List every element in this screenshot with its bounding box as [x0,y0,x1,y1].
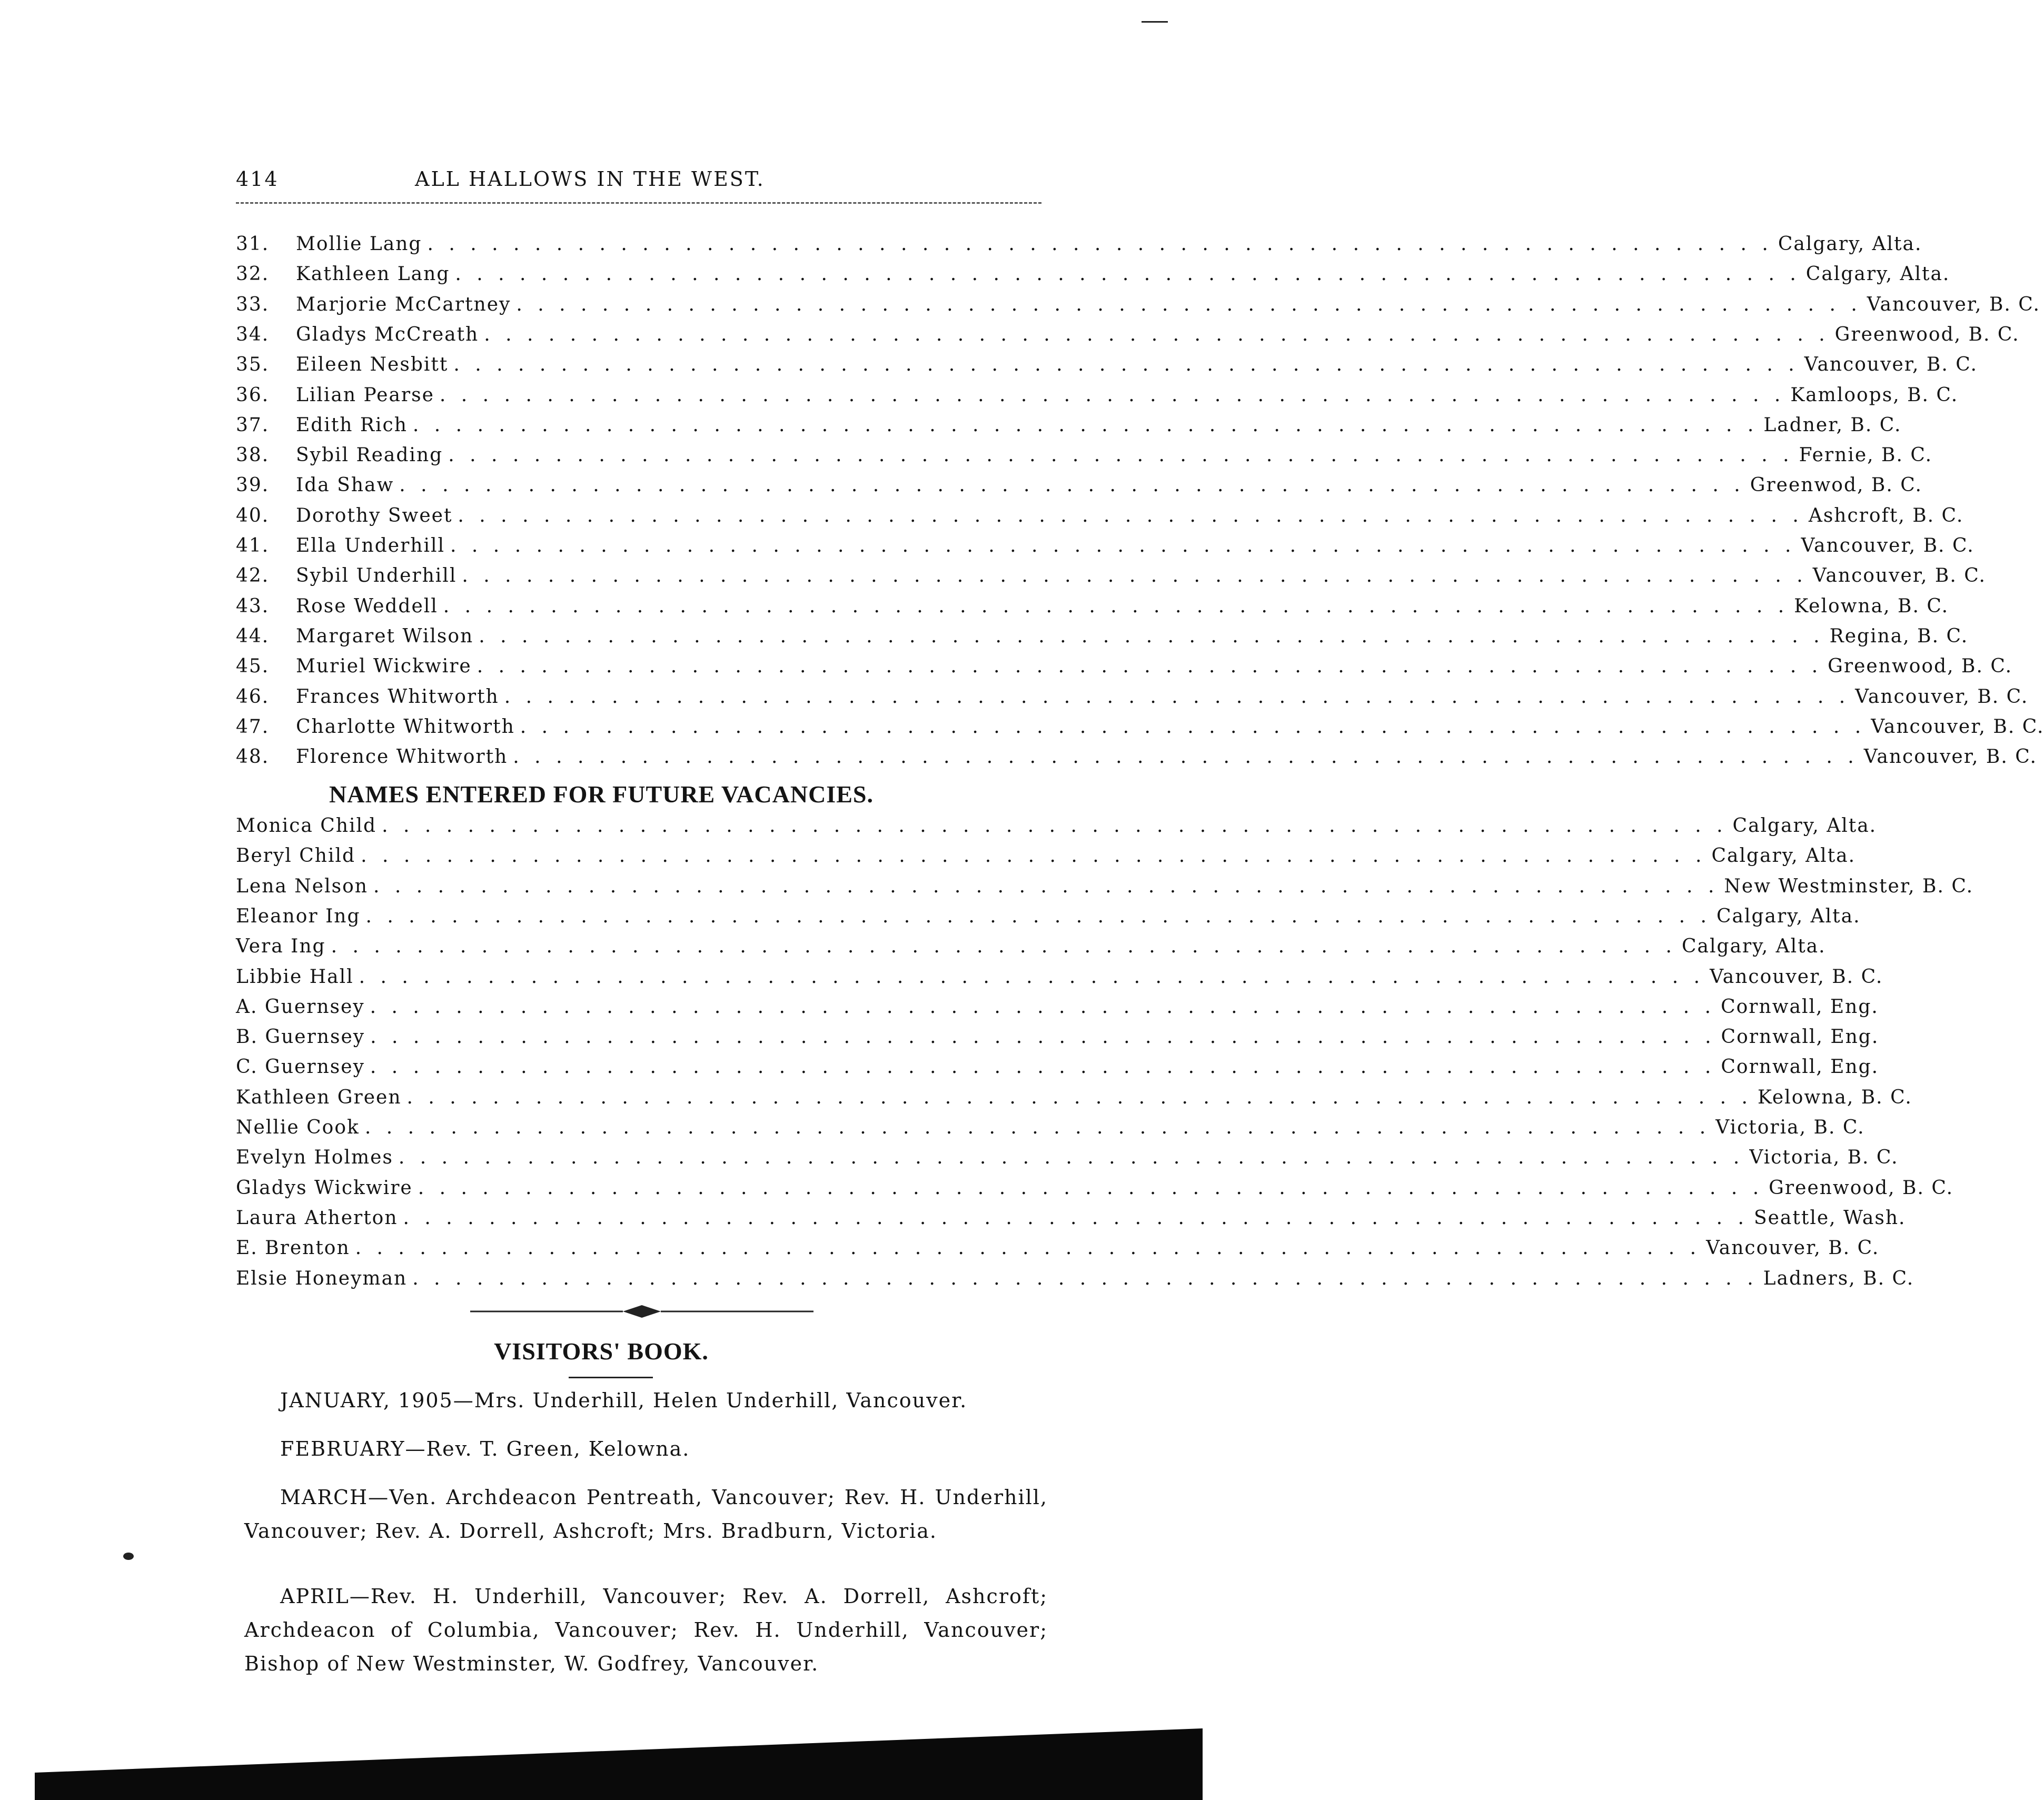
dot-leader: . . . . . . . . . . . . . . . . . . . . . . . . . . . . . . . . . . . . . . . . . . . . . . . . . . . . . . . . . . . . . . . [361,845,1706,867]
entry-name: Marjorie McCartney [296,293,511,315]
entry-place: Vancouver, B. C. [1706,1237,1880,1259]
entry-name: Vera Ing [236,936,326,958]
dot-leader: . . . . . . . . . . . . . . . . . . . . . . . . . . . . . . . . . . . . . . . . . . . . . . . . . . . . . . . . . . . . . . . [427,233,1773,255]
entry-number: 45. [236,655,270,678]
list-entry [236,1265,1914,1292]
entry-number: 43. [236,595,270,617]
dot-leader: . . . . . . . . . . . . . . . . . . . . . . . . . . . . . . . . . . . . . . . . . . . . . . . . . . . . . . . . . . . . . . . [455,263,1801,285]
entry-place: Greenwood, B. C. [1834,323,2020,345]
dot-leader: . . . . . . . . . . . . . . . . . . . . . . . . . . . . . . . . . . . . . . . . . . . . . . . . . . . . . . . . . . . . . . . [439,384,1785,406]
entry-name: Frances Whitworth [296,685,499,708]
entry-name: B. Guernsey [236,1026,365,1048]
dot-leader: . . . . . . . . . . . . . . . . . . . . . . . . . . . . . . . . . . . . . . . . . . . . . . . . . . . . . . . . . . . . . . . [450,535,1796,556]
entry-place: Calgary, Alta. [1716,905,1861,927]
list-entry [236,842,1856,870]
entry-place: Ladners, B. C. [1763,1267,1914,1289]
scan-mark [123,1553,134,1560]
entry-place: Vancouver, B. C. [1710,966,1883,988]
entry-name: C. Guernsey [236,1056,365,1078]
section-ornament [470,1304,813,1319]
entry-name: Laura Atherton [236,1207,398,1229]
entry-place: Victoria, B. C. [1715,1117,1865,1138]
entry-place: Calgary, Alta. [1778,233,1922,255]
entry-place: Cornwall, Eng. [1721,1056,1879,1078]
list-entry [236,593,1949,620]
entry-place: Calgary, Alta. [1682,936,1826,958]
list-entry [236,231,1922,258]
dot-leader: . . . . . . . . . . . . . . . . . . . . . . . . . . . . . . . . . . . . . . . . . . . . . . . . . . . . . . . . . . . . . . . [364,1117,1711,1138]
visitor-paragraph: FEBRUARY—Rev. T. Green, Kelowna. [280,1437,690,1460]
list-entry [236,412,1902,439]
list-entry [236,623,1969,650]
entry-place: Kamloops, B. C. [1790,384,1959,406]
entry-place: Vancouver, B. C. [1804,354,1978,376]
entry-number: 41. [236,535,270,556]
entry-number: 37. [236,414,270,436]
dot-leader: . . . . . . . . . . . . . . . . . . . . . . . . . . . . . . . . . . . . . . . . . . . . . . . . . . . . . . . . . . . . . . . [477,655,1823,678]
entry-number: 46. [236,685,270,708]
entry-place: Vancouver, B. C. [1801,535,1974,556]
entry-number: 42. [236,565,270,587]
entry-name: Lilian Pearse [296,384,434,406]
dot-leader: . . . . . . . . . . . . . . . . . . . . . . . . . . . . . . . . . . . . . . . . . . . . . . . . . . . . . . . . . . . . . . . [359,966,1705,988]
dot-leader: . . . . . . . . . . . . . . . . . . . . . . . . . . . . . . . . . . . . . . . . . . . . . . . . . . . . . . . . . . . . . . . [399,474,1745,496]
entry-place: Vancouver, B. C. [1812,565,1986,587]
dot-leader: . . . . . . . . . . . . . . . . . . . . . . . . . . . . . . . . . . . . . . . . . . . . . . . . . . . . . . . . . . . . . . . [373,875,1719,897]
entry-name: Elsie Honeyman [236,1267,408,1289]
dot-leader: . . . . . . . . . . . . . . . . . . . . . . . . . . . . . . . . . . . . . . . . . . . . . . . . . . . . . . . . . . . . . . . [484,323,1830,345]
entry-place: Kelowna, B. C. [1794,595,1949,617]
entry-name: Nellie Cook [236,1117,360,1138]
entry-name: Eleanor Ing [236,905,361,927]
dot-leader: . . . . . . . . . . . . . . . . . . . . . . . . . . . . . . . . . . . . . . . . . . . . . . . . . . . . . . . . . . . . . . . [520,715,1866,738]
entry-name: Florence Whitworth [296,746,508,768]
future-vacancies-title: NAMES ENTERED FOR FUTURE VACANCIES. [329,781,874,808]
list-entry [236,502,1964,530]
list-entry [236,1084,1912,1111]
dot-leader: . . . . . . . . . . . . . . . . . . . . . . . . . . . . . . . . . . . . . . . . . . . . . . . . . . . . . . . . . . . . . . . [406,1086,1752,1108]
header-rule [236,202,1041,204]
entry-number: 39. [236,474,270,496]
entry-name: Margaret Wilson [296,625,474,647]
entry-place: Cornwall, Eng. [1721,996,1879,1018]
entry-place: Victoria, B. C. [1749,1147,1899,1169]
visitors-book-title: VISITORS' BOOK. [494,1338,709,1365]
entry-number: 44. [236,625,270,647]
dot-leader: . . . . . . . . . . . . . . . . . . . . . . . . . . . . . . . . . . . . . . . . . . . . . . . . . . . . . . . . . . . . . . . [462,565,1808,587]
entry-place: Fernie, B. C. [1799,444,1933,466]
list-entry [236,873,1974,900]
list-entry [236,903,1861,930]
running-title: ALL HALLOWS IN THE WEST. [415,167,765,191]
entry-place: Regina, B. C. [1829,625,1969,647]
dot-leader: . . . . . . . . . . . . . . . . . . . . . . . . . . . . . . . . . . . . . . . . . . . . . . . . . . . . . . . . . . . . . . . [331,936,1676,958]
visitor-paragraph: MARCH—Ven. Archdeacon Pentreath, Vancouver; Rev. H. Underhill, Vancouver; Rev. A. Dorrell, Ashcroft; Mrs. Bradburn, Victoria. [244,1486,1048,1543]
list-entry [236,351,1978,379]
entry-place: Ashcroft, B. C. [1808,504,1964,526]
entry-place: Greenwood, B. C. [1769,1177,1954,1199]
entry-name: E. Brenton [236,1237,350,1259]
entry-name: A. Guernsey [236,996,365,1018]
entry-place: Greenwood, B. C. [1828,655,2013,678]
dot-leader: . . . . . . . . . . . . . . . . . . . . . . . . . . . . . . . . . . . . . . . . . . . . . . . . . . . . . . . . . . . . . . . [370,1026,1716,1048]
entry-place: Greenwod, B. C. [1750,474,1922,496]
list-entry [236,1053,1879,1081]
list-entry [236,472,1922,499]
page-number: 414 [236,167,279,191]
entry-name: Charlotte Whitworth [296,715,515,738]
entry-number: 47. [236,715,270,738]
list-entry [236,1235,1880,1262]
entry-number: 31. [236,233,270,255]
entry-name: Sybil Underhill [296,565,457,587]
list-entry [236,382,1959,409]
entry-name: Beryl Child [236,845,356,867]
dot-leader: . . . . . . . . . . . . . . . . . . . . . . . . . . . . . . . . . . . . . . . . . . . . . . . . . . . . . . . . . . . . . . . [516,293,1862,315]
dot-leader: . . . . . . . . . . . . . . . . . . . . . . . . . . . . . . . . . . . . . . . . . . . . . . . . . . . . . . . . . . . . . . . [458,504,1803,526]
entry-place: Vancouver, B. C. [1855,685,2029,708]
list-entry [236,442,1933,469]
dot-leader: . . . . . . . . . . . . . . . . . . . . . . . . . . . . . . . . . . . . . . . . . . . . . . . . . . . . . . . . . . . . . . . [418,1177,1764,1199]
entry-place: Seattle, Wash. [1753,1207,1906,1229]
dot-leader: . . . . . . . . . . . . . . . . . . . . . . . . . . . . . . . . . . . . . . . . . . . . . . . . . . . . . . . . . . . . . . . [412,414,1759,436]
entry-name: Monica Child [236,815,377,837]
list-entry [236,261,1950,288]
list-entry [236,1144,1899,1171]
list-entry [236,812,1877,840]
title-rule [569,1377,653,1378]
dot-leader: . . . . . . . . . . . . . . . . . . . . . . . . . . . . . . . . . . . . . . . . . . . . . . . . . . . . . . . . . . . . . . . [412,1267,1758,1289]
entry-place: Calgary, Alta. [1805,263,1950,285]
scan-mark [1142,21,1168,23]
list-entry [236,963,1883,991]
entry-place: Calgary, Alta. [1711,845,1856,867]
entry-place: Kelowna, B. C. [1757,1086,1912,1108]
dot-leader: . . . . . . . . . . . . . . . . . . . . . . . . . . . . . . . . . . . . . . . . . . . . . . . . . . . . . . . . . . . . . . . [355,1237,1701,1259]
dot-leader: . . . . . . . . . . . . . . . . . . . . . . . . . . . . . . . . . . . . . . . . . . . . . . . . . . . . . . . . . . . . . . . [479,625,1824,647]
entry-name: Rose Weddell [296,595,438,617]
entry-place: Ladner, B. C. [1763,414,1902,436]
list-entry [236,562,1986,590]
dot-leader: . . . . . . . . . . . . . . . . . . . . . . . . . . . . . . . . . . . . . . . . . . . . . . . . . . . . . . . . . . . . . . . [370,996,1716,1018]
list-entry [236,713,2044,741]
list-entry [236,653,2013,680]
entry-number: 36. [236,384,270,406]
page-header [236,164,1041,196]
entry-number: 32. [236,263,270,285]
entry-place: Vancouver, B. C. [1863,746,2037,768]
list-entry [236,1205,1906,1232]
dot-leader: . . . . . . . . . . . . . . . . . . . . . . . . . . . . . . . . . . . . . . . . . . . . . . . . . . . . . . . . . . . . . . . [403,1207,1749,1229]
entry-number: 40. [236,504,270,526]
entry-name: Sybil Reading [296,444,443,466]
list-entry [236,993,1879,1021]
entry-name: Evelyn Holmes [236,1147,393,1169]
visitor-paragraph: JANUARY, 1905—Mrs. Underhill, Helen Underhill, Vancouver. [280,1389,968,1412]
list-entry [236,321,2020,349]
entry-name: Lena Nelson [236,875,368,897]
dot-leader: . . . . . . . . . . . . . . . . . . . . . . . . . . . . . . . . . . . . . . . . . . . . . . . . . . . . . . . . . . . . . . . [443,595,1789,617]
entry-name: Muriel Wickwire [296,655,472,678]
entry-number: 48. [236,746,270,768]
entry-place: Vancouver, B. C. [1867,293,2040,315]
entry-name: Edith Rich [296,414,408,436]
dot-leader: . . . . . . . . . . . . . . . . . . . . . . . . . . . . . . . . . . . . . . . . . . . . . . . . . . . . . . . . . . . . . . . [513,746,1859,768]
entry-number: 34. [236,323,270,345]
entry-name: Libbie Hall [236,966,354,988]
entry-place: Vancouver, B. C. [1871,715,2044,738]
entry-place: Cornwall, Eng. [1721,1026,1879,1048]
dot-leader: . . . . . . . . . . . . . . . . . . . . . . . . . . . . . . . . . . . . . . . . . . . . . . . . . . . . . . . . . . . . . . . [382,815,1728,837]
list-entry [236,1023,1879,1051]
entry-name: Kathleen Green [236,1086,402,1108]
dot-leader: . . . . . . . . . . . . . . . . . . . . . . . . . . . . . . . . . . . . . . . . . . . . . . . . . . . . . . . . . . . . . . . [365,905,1711,927]
entry-name: Gladys Wickwire [236,1177,413,1199]
entry-name: Gladys McCreath [296,323,479,345]
entry-name: Kathleen Lang [296,263,450,285]
entry-number: 38. [236,444,270,466]
list-entry [236,291,2040,319]
entry-number: 33. [236,293,270,315]
list-entry [236,933,1826,960]
entry-name: Dorothy Sweet [296,504,453,526]
list-entry [236,743,2037,771]
entry-place: Calgary, Alta. [1732,815,1877,837]
dot-leader: . . . . . . . . . . . . . . . . . . . . . . . . . . . . . . . . . . . . . . . . . . . . . . . . . . . . . . . . . . . . . . . [504,685,1850,708]
entry-place: New Westminster, B. C. [1724,875,1974,897]
visitor-paragraph: APRIL—Rev. H. Underhill, Vancouver; Rev. A. Dorrell, Ashcroft; Archdeacon of Columbia, Vancouver; Rev. H. Underhill, Vancouver; Bishop of New Westminster, W. Godfrey, Vancouver. [244,1585,1048,1675]
entry-number: 35. [236,354,270,376]
list-entry [236,1175,1954,1202]
dot-leader: . . . . . . . . . . . . . . . . . . . . . . . . . . . . . . . . . . . . . . . . . . . . . . . . . . . . . . . . . . . . . . . [453,354,1799,376]
list-entry [236,1114,1865,1141]
scan-edge-bar [0,1724,1203,1800]
entry-name: Mollie Lang [296,233,422,255]
entry-name: Ida Shaw [296,474,394,496]
list-entry [236,532,1974,560]
entry-name: Ella Underhill [296,535,445,556]
entry-name: Eileen Nesbitt [296,354,449,376]
list-entry [236,683,2029,711]
dot-leader: . . . . . . . . . . . . . . . . . . . . . . . . . . . . . . . . . . . . . . . . . . . . . . . . . . . . . . . . . . . . . . . [370,1056,1716,1078]
dot-leader: . . . . . . . . . . . . . . . . . . . . . . . . . . . . . . . . . . . . . . . . . . . . . . . . . . . . . . . . . . . . . . . [448,444,1794,466]
dot-leader: . . . . . . . . . . . . . . . . . . . . . . . . . . . . . . . . . . . . . . . . . . . . . . . . . . . . . . . . . . . . . . . [398,1147,1744,1169]
